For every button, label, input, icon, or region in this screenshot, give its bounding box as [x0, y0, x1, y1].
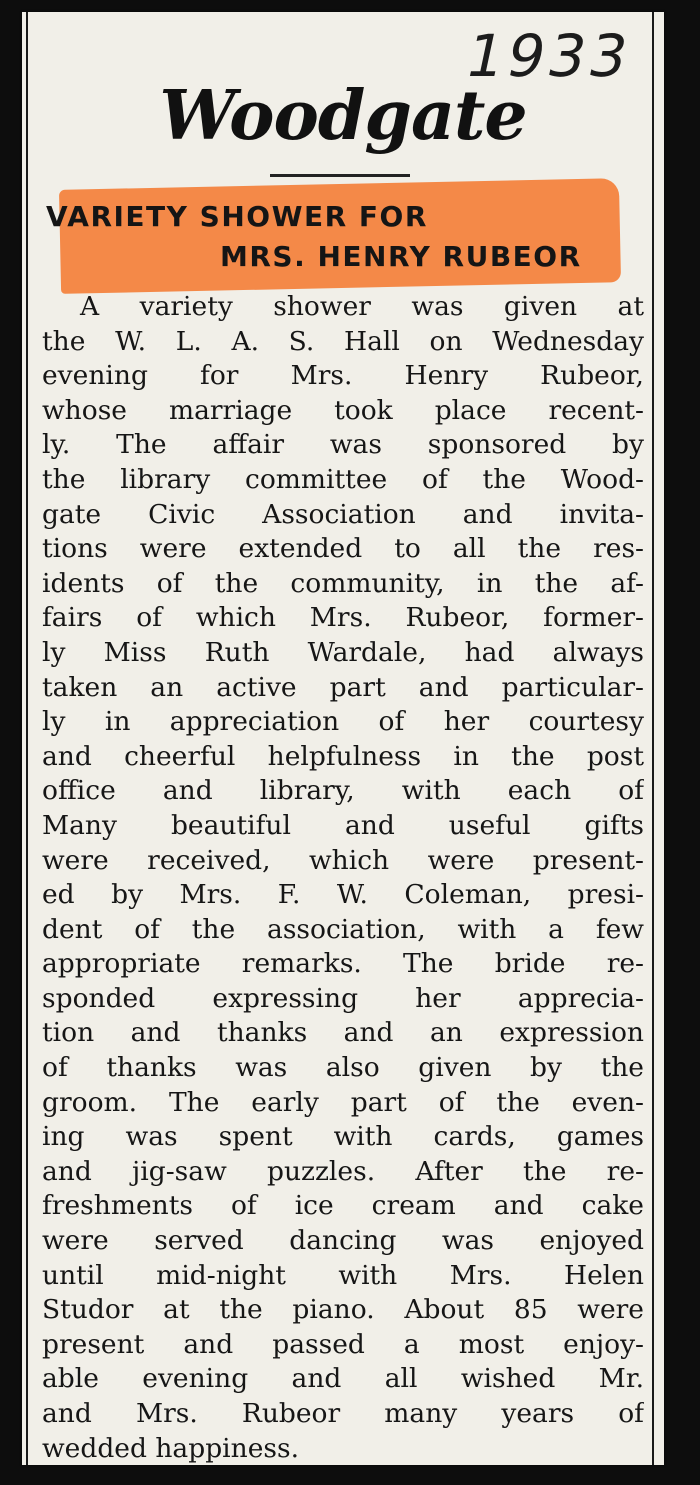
article-line: tion and thanks and an expression — [42, 1017, 644, 1049]
article-line: the library committee of the Wood- — [42, 463, 644, 495]
article-line: ly Miss Ruth Wardale, had always — [42, 636, 644, 668]
article-line: ed by Mrs. F. W. Coleman, presi- — [42, 879, 644, 911]
article-line: present and passed a most enjoy- — [42, 1328, 644, 1360]
article-line: tions were extended to all the res- — [42, 533, 644, 565]
masthead-divider — [270, 174, 410, 177]
article-line: gate Civic Association and invita- — [42, 498, 644, 530]
article-line: ly in appreciation of her courtesy — [42, 706, 644, 738]
article-line: A variety shower was given at — [80, 291, 644, 322]
article-line: freshments of ice cream and cake — [42, 1190, 644, 1222]
article-line: and cheerful helpfulness in the post — [42, 740, 644, 772]
article-line: and jig-saw puzzles. After the re- — [42, 1155, 644, 1187]
article-line: ing was spent with cards, games — [42, 1121, 644, 1153]
article-body — [42, 290, 644, 1465]
article-line: wedded happiness. — [42, 1432, 300, 1464]
masthead-title: Woodgate — [159, 76, 527, 156]
article-line: able evening and all wished Mr. — [42, 1363, 644, 1395]
headline-line-2: MRS. HENRY RUBEOR — [220, 240, 582, 273]
article-line: were received, which were present- — [42, 844, 644, 876]
newspaper-clipping — [22, 12, 664, 1465]
article-line: fairs of which Mrs. Rubeor, former- — [42, 602, 644, 634]
article-line: until mid-night with Mrs. Helen — [42, 1259, 644, 1291]
article-line: sponded expressing her apprecia- — [42, 982, 644, 1014]
article-line: idents of the community, in the af- — [42, 567, 644, 599]
column-rule-left — [26, 12, 28, 1465]
article-line: dent of the association, with a few — [42, 913, 644, 945]
handwritten-year: 1933 — [459, 22, 638, 90]
article-line: of thanks was also given by the — [42, 1052, 644, 1084]
article-line: office and library, with each of — [42, 775, 644, 807]
article-line: the W. L. A. S. Hall on Wednesday — [42, 325, 644, 357]
article-line: whose marriage took place recent- — [42, 394, 644, 426]
article-line: Studor at the piano. About 85 were — [42, 1294, 644, 1326]
article-line: ly. The affair was sponsored by — [42, 429, 644, 461]
article-line: appropriate remarks. The bride re- — [42, 948, 644, 980]
article-line: were served dancing was enjoyed — [42, 1225, 644, 1257]
headline-line-1: VARIETY SHOWER FOR — [46, 200, 428, 233]
highlighter-mark — [59, 178, 621, 294]
article-line: Many beautiful and useful gifts — [42, 809, 644, 841]
article-line: taken an active part and particular- — [42, 671, 644, 703]
article-line: and Mrs. Rubeor many years of — [42, 1398, 644, 1429]
article-line: evening for Mrs. Henry Rubeor, — [42, 360, 644, 392]
article-line: groom. The early part of the even- — [42, 1086, 644, 1118]
